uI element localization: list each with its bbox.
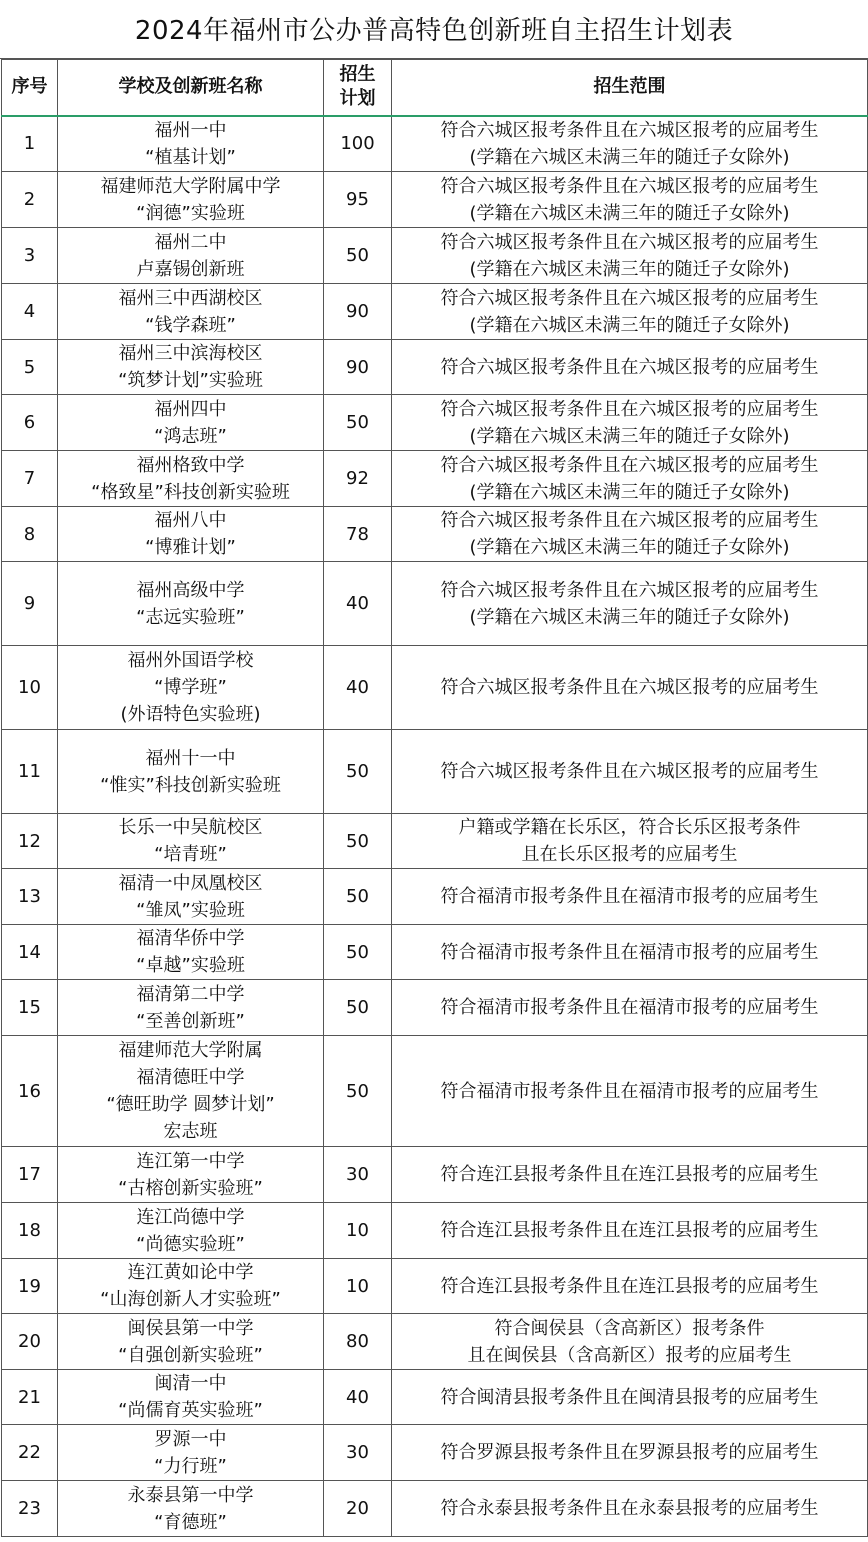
- school-name-line: 福清一中凤凰校区: [118, 872, 263, 894]
- plan-count: 78: [324, 507, 392, 562]
- school-name-line: “钱学森班”: [145, 314, 236, 336]
- school-name-line: “润德”实验班: [136, 202, 245, 224]
- admission-scope: [392, 451, 868, 507]
- school-name-line: 宏志班: [163, 1121, 218, 1142]
- admission-scope: [392, 1314, 868, 1370]
- school-name: [58, 1203, 324, 1259]
- row-number: 18: [2, 1203, 58, 1259]
- table-row: [2, 646, 868, 730]
- plan-count: 40: [324, 562, 392, 646]
- admission-scope-line: (学籍在六城区未满三年的随迁子女除外): [469, 146, 790, 168]
- school-name-line: “志远实验班”: [136, 606, 245, 628]
- school-name-line: “尚儒育英实验班”: [118, 1400, 263, 1421]
- school-name: [58, 1370, 324, 1425]
- admission-scope: [392, 507, 868, 562]
- admission-scope-line: (学籍在六城区未满三年的随迁子女除外): [469, 606, 790, 628]
- row-number: 16: [2, 1036, 58, 1147]
- table-row: [2, 451, 868, 507]
- school-name-line: “博学班”: [154, 677, 227, 698]
- header-plan-line2: 计划: [339, 88, 376, 110]
- table-body: [2, 116, 868, 1537]
- school-name-line: 福州外国语学校: [127, 650, 254, 671]
- plan-count: 50: [324, 814, 392, 869]
- school-name: [58, 284, 324, 340]
- admission-scope: [392, 1203, 868, 1259]
- table-row: [2, 1370, 868, 1425]
- admission-scope-line: (学籍在六城区未满三年的随迁子女除外): [469, 202, 790, 224]
- school-name-line: 福州二中: [154, 231, 227, 253]
- school-name-line: 福州格致中学: [136, 454, 245, 476]
- row-number: 7: [2, 451, 58, 507]
- admission-scope-line: (学籍在六城区未满三年的随迁子女除外): [469, 481, 790, 503]
- admission-scope-line: 且在长乐区报考的应届考生: [521, 844, 738, 865]
- admission-scope-line: 符合六城区报考条件且在六城区报考的应届考生: [440, 119, 819, 141]
- admission-scope-line: 符合连江县报考条件且在连江县报考的应届考生: [440, 1164, 819, 1185]
- plan-count: 90: [324, 284, 392, 340]
- plan-count: 50: [324, 1036, 392, 1147]
- school-name-line: “古榕创新实验班”: [118, 1177, 263, 1199]
- school-name-line: 福州四中: [154, 398, 227, 420]
- table-row: [2, 925, 868, 980]
- school-name-line: 福清德旺中学: [136, 1067, 245, 1088]
- admission-plan-table: [1, 59, 868, 1537]
- admission-scope: [392, 228, 868, 284]
- plan-count: 50: [324, 730, 392, 814]
- plan-count: 50: [324, 869, 392, 925]
- plan-count: 10: [324, 1203, 392, 1259]
- admission-scope-line: (学籍在六城区未满三年的随迁子女除外): [469, 425, 790, 447]
- school-name: [58, 1425, 324, 1481]
- school-name: [58, 869, 324, 925]
- row-number: 5: [2, 340, 58, 395]
- row-number: 19: [2, 1259, 58, 1314]
- admission-scope: [392, 869, 868, 925]
- school-name-line: “惟实”科技创新实验班: [100, 774, 281, 796]
- plan-count: 50: [324, 228, 392, 284]
- school-name: [58, 646, 324, 730]
- admission-scope: [392, 562, 868, 646]
- admission-scope: [392, 340, 868, 395]
- table-row: [2, 562, 868, 646]
- table-row: [2, 980, 868, 1036]
- school-name: [58, 1147, 324, 1203]
- admission-scope-line: (学籍在六城区未满三年的随迁子女除外): [469, 314, 790, 336]
- school-name-line: “山海创新人才实验班”: [100, 1289, 281, 1310]
- school-name: [58, 925, 324, 980]
- table-row: [2, 116, 868, 172]
- admission-scope-line: (学籍在六城区未满三年的随迁子女除外): [469, 258, 790, 280]
- row-number: 21: [2, 1370, 58, 1425]
- admission-scope: [392, 1481, 868, 1537]
- table-row: [2, 1259, 868, 1314]
- admission-scope-line: 符合闽侯县（含高新区）报考条件: [494, 1317, 765, 1339]
- plan-count: 95: [324, 172, 392, 228]
- row-number: 17: [2, 1147, 58, 1203]
- school-name-line: 连江第一中学: [136, 1150, 245, 1172]
- admission-scope-line: 符合六城区报考条件且在六城区报考的应届考生: [440, 231, 819, 253]
- plan-count: 50: [324, 925, 392, 980]
- school-name: [58, 1259, 324, 1314]
- admission-scope: [392, 814, 868, 869]
- row-number: 4: [2, 284, 58, 340]
- row-number: 9: [2, 562, 58, 646]
- row-number: 15: [2, 980, 58, 1036]
- school-name: [58, 730, 324, 814]
- plan-count: 100: [324, 116, 392, 172]
- school-name-line: 福建师范大学附属中学: [100, 175, 281, 197]
- school-name: [58, 562, 324, 646]
- school-name-line: “尚德实验班”: [136, 1233, 245, 1255]
- table-row: [2, 284, 868, 340]
- school-name-line: “自强创新实验班”: [118, 1344, 263, 1366]
- admission-scope-line: 符合六城区报考条件且在六城区报考的应届考生: [440, 579, 819, 601]
- admission-scope-line: 符合六城区报考条件且在六城区报考的应届考生: [440, 761, 819, 782]
- school-name-line: “培青班”: [154, 844, 227, 865]
- school-name: [58, 507, 324, 562]
- school-name-line: “力行班”: [154, 1455, 227, 1477]
- school-name-line: “博雅计划”: [145, 537, 236, 558]
- school-name-line: “至善创新班”: [136, 1010, 245, 1032]
- table-row: [2, 395, 868, 451]
- table-row: [2, 1036, 868, 1147]
- plan-count: 30: [324, 1425, 392, 1481]
- row-number: 14: [2, 925, 58, 980]
- row-number: 10: [2, 646, 58, 730]
- admission-scope: [392, 1370, 868, 1425]
- row-number: 6: [2, 395, 58, 451]
- admission-scope-line: 符合连江县报考条件且在连江县报考的应届考生: [440, 1220, 819, 1241]
- table-row: [2, 1203, 868, 1259]
- admission-scope: [392, 980, 868, 1036]
- admission-scope-line: 且在闽侯县（含高新区）报考的应届考生: [467, 1344, 792, 1366]
- school-name: [58, 228, 324, 284]
- plan-count: 40: [324, 1370, 392, 1425]
- header-no: 序号: [2, 60, 58, 116]
- school-name: [58, 1481, 324, 1537]
- admission-scope-line: 符合福清市报考条件且在福清市报考的应届考生: [440, 997, 819, 1018]
- admission-scope-line: 符合六城区报考条件且在六城区报考的应届考生: [440, 356, 819, 378]
- table-row: [2, 869, 868, 925]
- school-name-line: 福州三中滨海校区: [118, 343, 263, 364]
- admission-scope-line: 符合福清市报考条件且在福清市报考的应届考生: [440, 941, 819, 963]
- admission-scope: [392, 1147, 868, 1203]
- admission-scope-line: 符合六城区报考条件且在六城区报考的应届考生: [440, 677, 819, 698]
- row-number: 20: [2, 1314, 58, 1370]
- school-name-line: 卢嘉锡创新班: [136, 258, 245, 280]
- school-name-line: “育德班”: [154, 1511, 227, 1533]
- page-title: 2024年福州市公办普高特色创新班自主招生计划表: [0, 0, 868, 59]
- school-name-line: 闽清一中: [154, 1373, 227, 1394]
- school-name-line: 长乐一中吴航校区: [118, 817, 263, 838]
- school-name-line: 福州三中西湖校区: [118, 287, 263, 309]
- school-name-line: “植基计划”: [145, 146, 236, 168]
- plan-count: 40: [324, 646, 392, 730]
- header-plan-line1: 招生: [339, 64, 376, 86]
- school-name-line: 福州十一中: [145, 747, 236, 769]
- school-name-line: 福州高级中学: [136, 579, 245, 601]
- row-number: 23: [2, 1481, 58, 1537]
- admission-scope: [392, 284, 868, 340]
- school-name-line: (外语特色实验班): [120, 704, 261, 725]
- admission-scope: [392, 172, 868, 228]
- school-name-line: “卓越”实验班: [136, 955, 245, 976]
- row-number: 1: [2, 116, 58, 172]
- admission-scope: [392, 1036, 868, 1147]
- school-name: [58, 172, 324, 228]
- admission-scope: [392, 1425, 868, 1481]
- plan-count: 30: [324, 1147, 392, 1203]
- school-name-line: “筑梦计划”实验班: [118, 370, 263, 391]
- school-name-line: 福建师范大学附属: [118, 1040, 263, 1061]
- school-name-line: “格致星”科技创新实验班: [91, 481, 290, 503]
- admission-scope-line: (学籍在六城区未满三年的随迁子女除外): [469, 537, 790, 558]
- school-name: [58, 1314, 324, 1370]
- admission-scope-line: 符合罗源县报考条件且在罗源县报考的应届考生: [440, 1442, 819, 1463]
- school-name-line: 福清第二中学: [136, 983, 245, 1005]
- row-number: 12: [2, 814, 58, 869]
- admission-scope-line: 符合六城区报考条件且在六城区报考的应届考生: [440, 510, 819, 531]
- admission-scope: [392, 1259, 868, 1314]
- admission-scope-line: 户籍或学籍在长乐区，符合长乐区报考条件: [458, 817, 801, 838]
- table-row: [2, 1425, 868, 1481]
- header-scope: 招生范围: [392, 60, 868, 116]
- school-name: [58, 340, 324, 395]
- school-name: [58, 395, 324, 451]
- admission-scope-line: 符合六城区报考条件且在六城区报考的应届考生: [440, 454, 819, 476]
- table-row: [2, 507, 868, 562]
- plan-count: 50: [324, 395, 392, 451]
- header-school: 学校及创新班名称: [58, 60, 324, 116]
- table-row: [2, 730, 868, 814]
- row-number: 22: [2, 1425, 58, 1481]
- school-name-line: 连江黄如论中学: [127, 1262, 254, 1283]
- table-row: [2, 814, 868, 869]
- admission-scope: [392, 395, 868, 451]
- admission-scope-line: 符合六城区报考条件且在六城区报考的应届考生: [440, 287, 819, 309]
- admission-scope-line: 符合福清市报考条件且在福清市报考的应届考生: [440, 1080, 819, 1102]
- school-name-line: 闽侯县第一中学: [127, 1317, 254, 1339]
- school-name: [58, 1036, 324, 1147]
- school-name: [58, 814, 324, 869]
- admission-scope-line: 符合永泰县报考条件且在永泰县报考的应届考生: [440, 1498, 819, 1519]
- admission-scope: [392, 925, 868, 980]
- table-row: [2, 1147, 868, 1203]
- school-name: [58, 451, 324, 507]
- table-row: [2, 340, 868, 395]
- admission-scope-line: 符合连江县报考条件且在连江县报考的应届考生: [440, 1275, 819, 1297]
- school-name: [58, 980, 324, 1036]
- table-header-row: [2, 60, 868, 116]
- table-row: [2, 1481, 868, 1537]
- school-name-line: 福州一中: [154, 119, 227, 141]
- school-name-line: 罗源一中: [154, 1428, 227, 1450]
- school-name-line: 福州八中: [154, 510, 227, 531]
- school-name-line: “德旺助学 圆梦计划”: [106, 1094, 275, 1115]
- admission-scope-line: 符合福清市报考条件且在福清市报考的应届考生: [440, 886, 819, 907]
- plan-count: 20: [324, 1481, 392, 1537]
- row-number: 3: [2, 228, 58, 284]
- table-row: [2, 228, 868, 284]
- row-number: 13: [2, 869, 58, 925]
- admission-scope: [392, 116, 868, 172]
- school-name: [58, 116, 324, 172]
- plan-count: 10: [324, 1259, 392, 1314]
- school-name-line: 连江尚德中学: [136, 1206, 245, 1228]
- admission-scope-line: 符合六城区报考条件且在六城区报考的应届考生: [440, 175, 819, 197]
- plan-count: 92: [324, 451, 392, 507]
- row-number: 2: [2, 172, 58, 228]
- school-name-line: “鸿志班”: [154, 425, 227, 447]
- school-name-line: 永泰县第一中学: [127, 1484, 254, 1506]
- school-name-line: 福清华侨中学: [136, 928, 245, 949]
- header-plan: [324, 60, 392, 116]
- admission-scope-line: 符合六城区报考条件且在六城区报考的应届考生: [440, 398, 819, 420]
- row-number: 11: [2, 730, 58, 814]
- table-row: [2, 1314, 868, 1370]
- row-number: 8: [2, 507, 58, 562]
- admission-scope: [392, 646, 868, 730]
- table-row: [2, 172, 868, 228]
- school-name-line: “雏凤”实验班: [136, 899, 245, 921]
- admission-scope: [392, 730, 868, 814]
- plan-count: 90: [324, 340, 392, 395]
- plan-count: 50: [324, 980, 392, 1036]
- plan-count: 80: [324, 1314, 392, 1370]
- admission-scope-line: 符合闽清县报考条件且在闽清县报考的应届考生: [440, 1386, 819, 1408]
